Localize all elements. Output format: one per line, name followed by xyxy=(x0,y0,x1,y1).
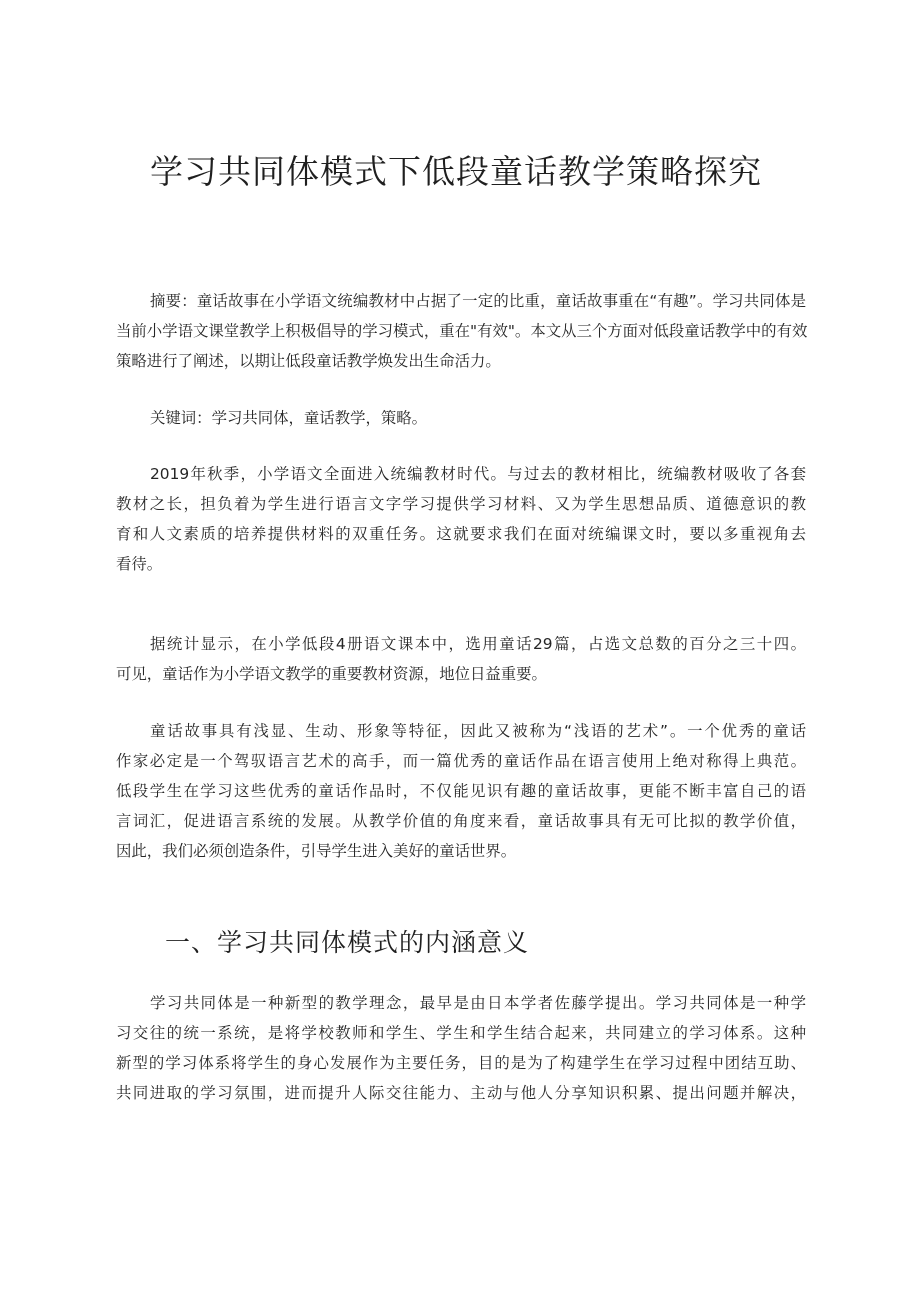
keywords-line: 关键词：学习共同体，童话教学，策略。 xyxy=(150,409,428,427)
body-paragraph-2 xyxy=(116,629,806,689)
paragraph-line: 育和人文素质的培养提供材料的双重任务。这就要求我们在面对统编课文时，要以多重视角去 xyxy=(116,525,806,543)
section-heading-1: 一、学习共同体模式的内涵意义 xyxy=(165,928,530,957)
paragraph-line: 言词汇，促进语言系统的发展。从教学价值的角度来看，童话故事具有无可比拟的教学价值， xyxy=(116,812,806,830)
document-title: 学习共同体模式下低段童话教学策略探究 xyxy=(150,152,762,191)
abstract-line: 策略进行了阐述，以期让低段童话教学焕发出生命活力。 xyxy=(116,352,501,370)
body-paragraph-3 xyxy=(116,716,806,866)
abstract-line: 当前小学语文课堂教学上积极倡导的学习模式，重在"有效"。本文从三个方面对低段童话教学中的有效 xyxy=(116,322,808,340)
paragraph-line: 作家必定是一个驾驭语言艺术的高手，而一篇优秀的童话作品在语言使用上绝对称得上典范。 xyxy=(116,752,806,770)
paragraph-line: 看待。 xyxy=(116,555,163,573)
keywords-paragraph xyxy=(116,403,806,433)
paragraph-line: 童话故事具有浅显、生动、形象等特征，因此又被称为“浅语的艺术”。一个优秀的童话 xyxy=(150,722,806,740)
abstract-line: 摘要：童话故事在小学语文统编教材中占据了一定的比重，童话故事重在“有趣”。学习共同体是 xyxy=(150,292,806,310)
paragraph-line: 教材之长，担负着为学生进行语言文字学习提供学习材料、又为学生思想品质、道德意识的教 xyxy=(116,495,806,513)
paragraph-line: 习交往的统一系统，是将学校教师和学生、学生和学生结合起来，共同建立的学习体系。这种 xyxy=(116,1024,806,1042)
paragraph-line: 学习共同体是一种新型的教学理念，最早是由日本学者佐藤学提出。学习共同体是一种学 xyxy=(150,994,806,1012)
body-paragraph-1 xyxy=(116,459,806,579)
body-paragraph-4 xyxy=(116,988,806,1108)
paragraph-line: 2019年秋季，小学语文全面进入统编教材时代。与过去的教材相比，统编教材吸收了各套 xyxy=(150,465,806,483)
paragraph-line: 共同进取的学习氛围，进而提升人际交往能力、主动与他人分享知识积累、提出问题并解决， xyxy=(116,1084,806,1102)
paragraph-line: 低段学生在学习这些优秀的童话作品时，不仅能见识有趣的童话故事，更能不断丰富自己的语 xyxy=(116,782,806,800)
paragraph-line: 可见，童话作为小学语文教学的重要教材资源，地位日益重要。 xyxy=(116,665,547,683)
paragraph-line: 因此，我们必须创造条件，引导学生进入美好的童话世界。 xyxy=(116,842,517,860)
abstract-paragraph xyxy=(116,286,806,376)
paragraph-line: 据统计显示，在小学低段4册语文课本中，选用童话29篇，占选文总数的百分之三十四。 xyxy=(150,635,806,653)
paragraph-line: 新型的学习体系将学生的身心发展作为主要任务，目的是为了构建学生在学习过程中团结互助、 xyxy=(116,1054,806,1072)
